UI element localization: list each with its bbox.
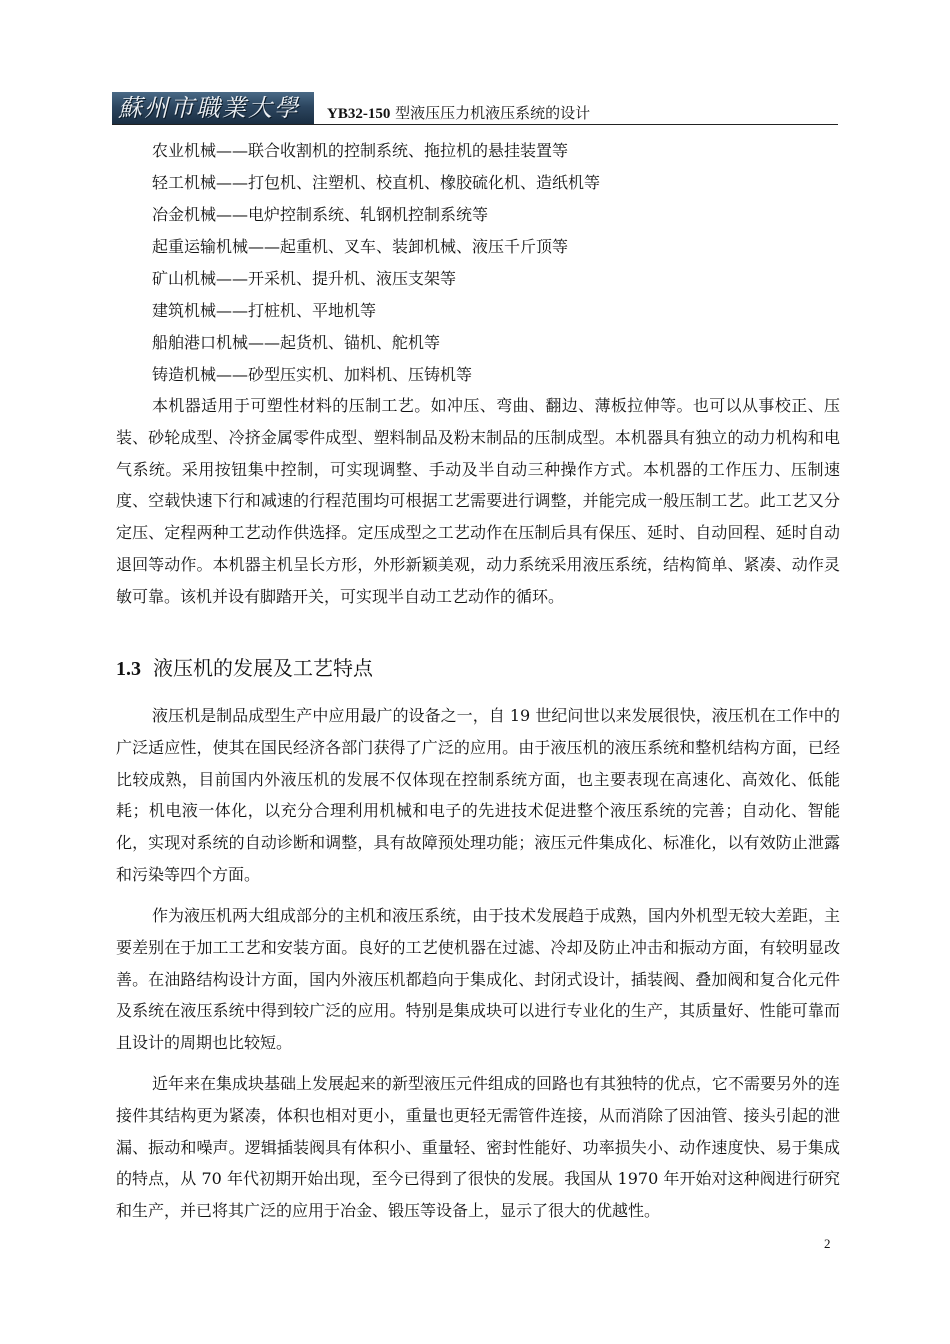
section-heading [116,650,373,687]
list-item: 起重运输机械——起重机、叉车、装卸机械、液压千斤顶等 [152,237,569,256]
list-item: 农业机械——联合收割机的控制系统、拖拉机的悬挂装置等 [152,141,569,160]
header-title-rest: 型液压压力机液压系统的设计 [390,104,591,122]
list-item: 轻工机械——打包机、注塑机、校直机、橡胶硫化机、造纸机等 [152,173,601,192]
paragraph-structure: 作为液压机两大组成部分的主机和液压系统，由于技术发展趋于成熟，国内外机型无较大差距，主要差别在于加工工艺和安装方面。良好的工艺使机器在过滤、冷却及防止冲击和振动方面，有较明显改善。在油路结构设计方面，国内外液压机都趋向于集成化、封闭式设计，插装阀、叠加阀和复合化元件及系统在液压系统中得到较广泛的应用。特别是集成块可以进行专业化的生产，其质量好、性能可靠而且设计的周期也比较短。 [116,906,841,1053]
section-title: 液压机的发展及工艺特点 [153,656,373,680]
paragraph-development: 液压机是制品成型生产中应用最广的设备之一，自 19 世纪问世以来发展很快，液压机在工作中的广泛适应性，使其在国民经济各部门获得了广泛的应用。由于液压机的液压系统和整机结构方面，已经比较成熟，目前国内外液压机的发展不仅体现在控制系统方面，也主要表现在高速化、高效化、低能耗；机电液一体化，以充分合理利用机械和电子的先进技术促进整个液压系统的完善；自动化、智能化，实现对系统的自动诊断和调整，具有故障预处理功能；液压元件集成化、标准化，以有效防止泄露和污染等四个方面。 [116,706,840,884]
paragraph-cartridge-valves: 近年来在集成块基础上发展起来的新型液压元件组成的回路也有其独特的优点，它不需要另外的连接件其结构更为紧凑，体积也相对更小，重量也更轻无需管件连接，从而消除了因油管、接头引起的泄漏、振动和噪声。逻辑插装阀具有体积小、重量轻、密封性能好、功率损失小、动作速度快、易于集成的特点，从 70 年代初期开始出现，至今已得到了很快的发展。我国从 1970 年开始对这种阀进行研究和生产，并已将其广泛的应用于冶金、锻压等设备上，显示了很大的优越性。 [116,1074,841,1221]
list-item: 铸造机械——砂型压实机、加料机、压铸机等 [152,365,473,384]
list-item: 建筑机械——打桩机、平地机等 [152,301,377,320]
university-logo [112,92,314,124]
logo-text: 蘇州市職業大學 [118,94,300,122]
page-number: 2 [824,1236,831,1251]
header-title [327,103,590,124]
paragraph-machine-description: 本机器适用于可塑性材料的压制工艺。如冲压、弯曲、翻边、薄板拉伸等。也可以从事校正、压装、砂轮成型、冷挤金属零件成型、塑料制品及粉末制品的压制成型。本机器具有独立的动力机构和电气系统。采用按钮集中控制，可实现调整、手动及半自动三种操作方式。本机器的工作压力、压制速度、空载快速下行和减速的行程范围均可根据工艺需要进行调整，并能完成一般压制工艺。此工艺又分定压、定程两种工艺动作供选择。定压成型之工艺动作在压制后具有保压、延时、自动回程、延时自动退回等动作。本机器主机呈长方形，外形新颖美观，动力系统采用液压系统，结构简单、紧凑、动作灵敏可靠。该机并设有脚踏开关，可实现半自动工艺动作的循环。 [116,396,840,606]
header-title-code: YB32-150 [327,106,391,122]
list-item: 矿山机械——开采机、提升机、液压支架等 [152,269,457,288]
page-header [112,92,838,125]
list-item: 船舶港口机械——起货机、锚机、舵机等 [152,333,441,352]
section-number: 1.3 [116,658,141,680]
applications-list [116,135,840,391]
list-item: 冶金机械——电炉控制系统、轧钢机控制系统等 [152,205,489,224]
